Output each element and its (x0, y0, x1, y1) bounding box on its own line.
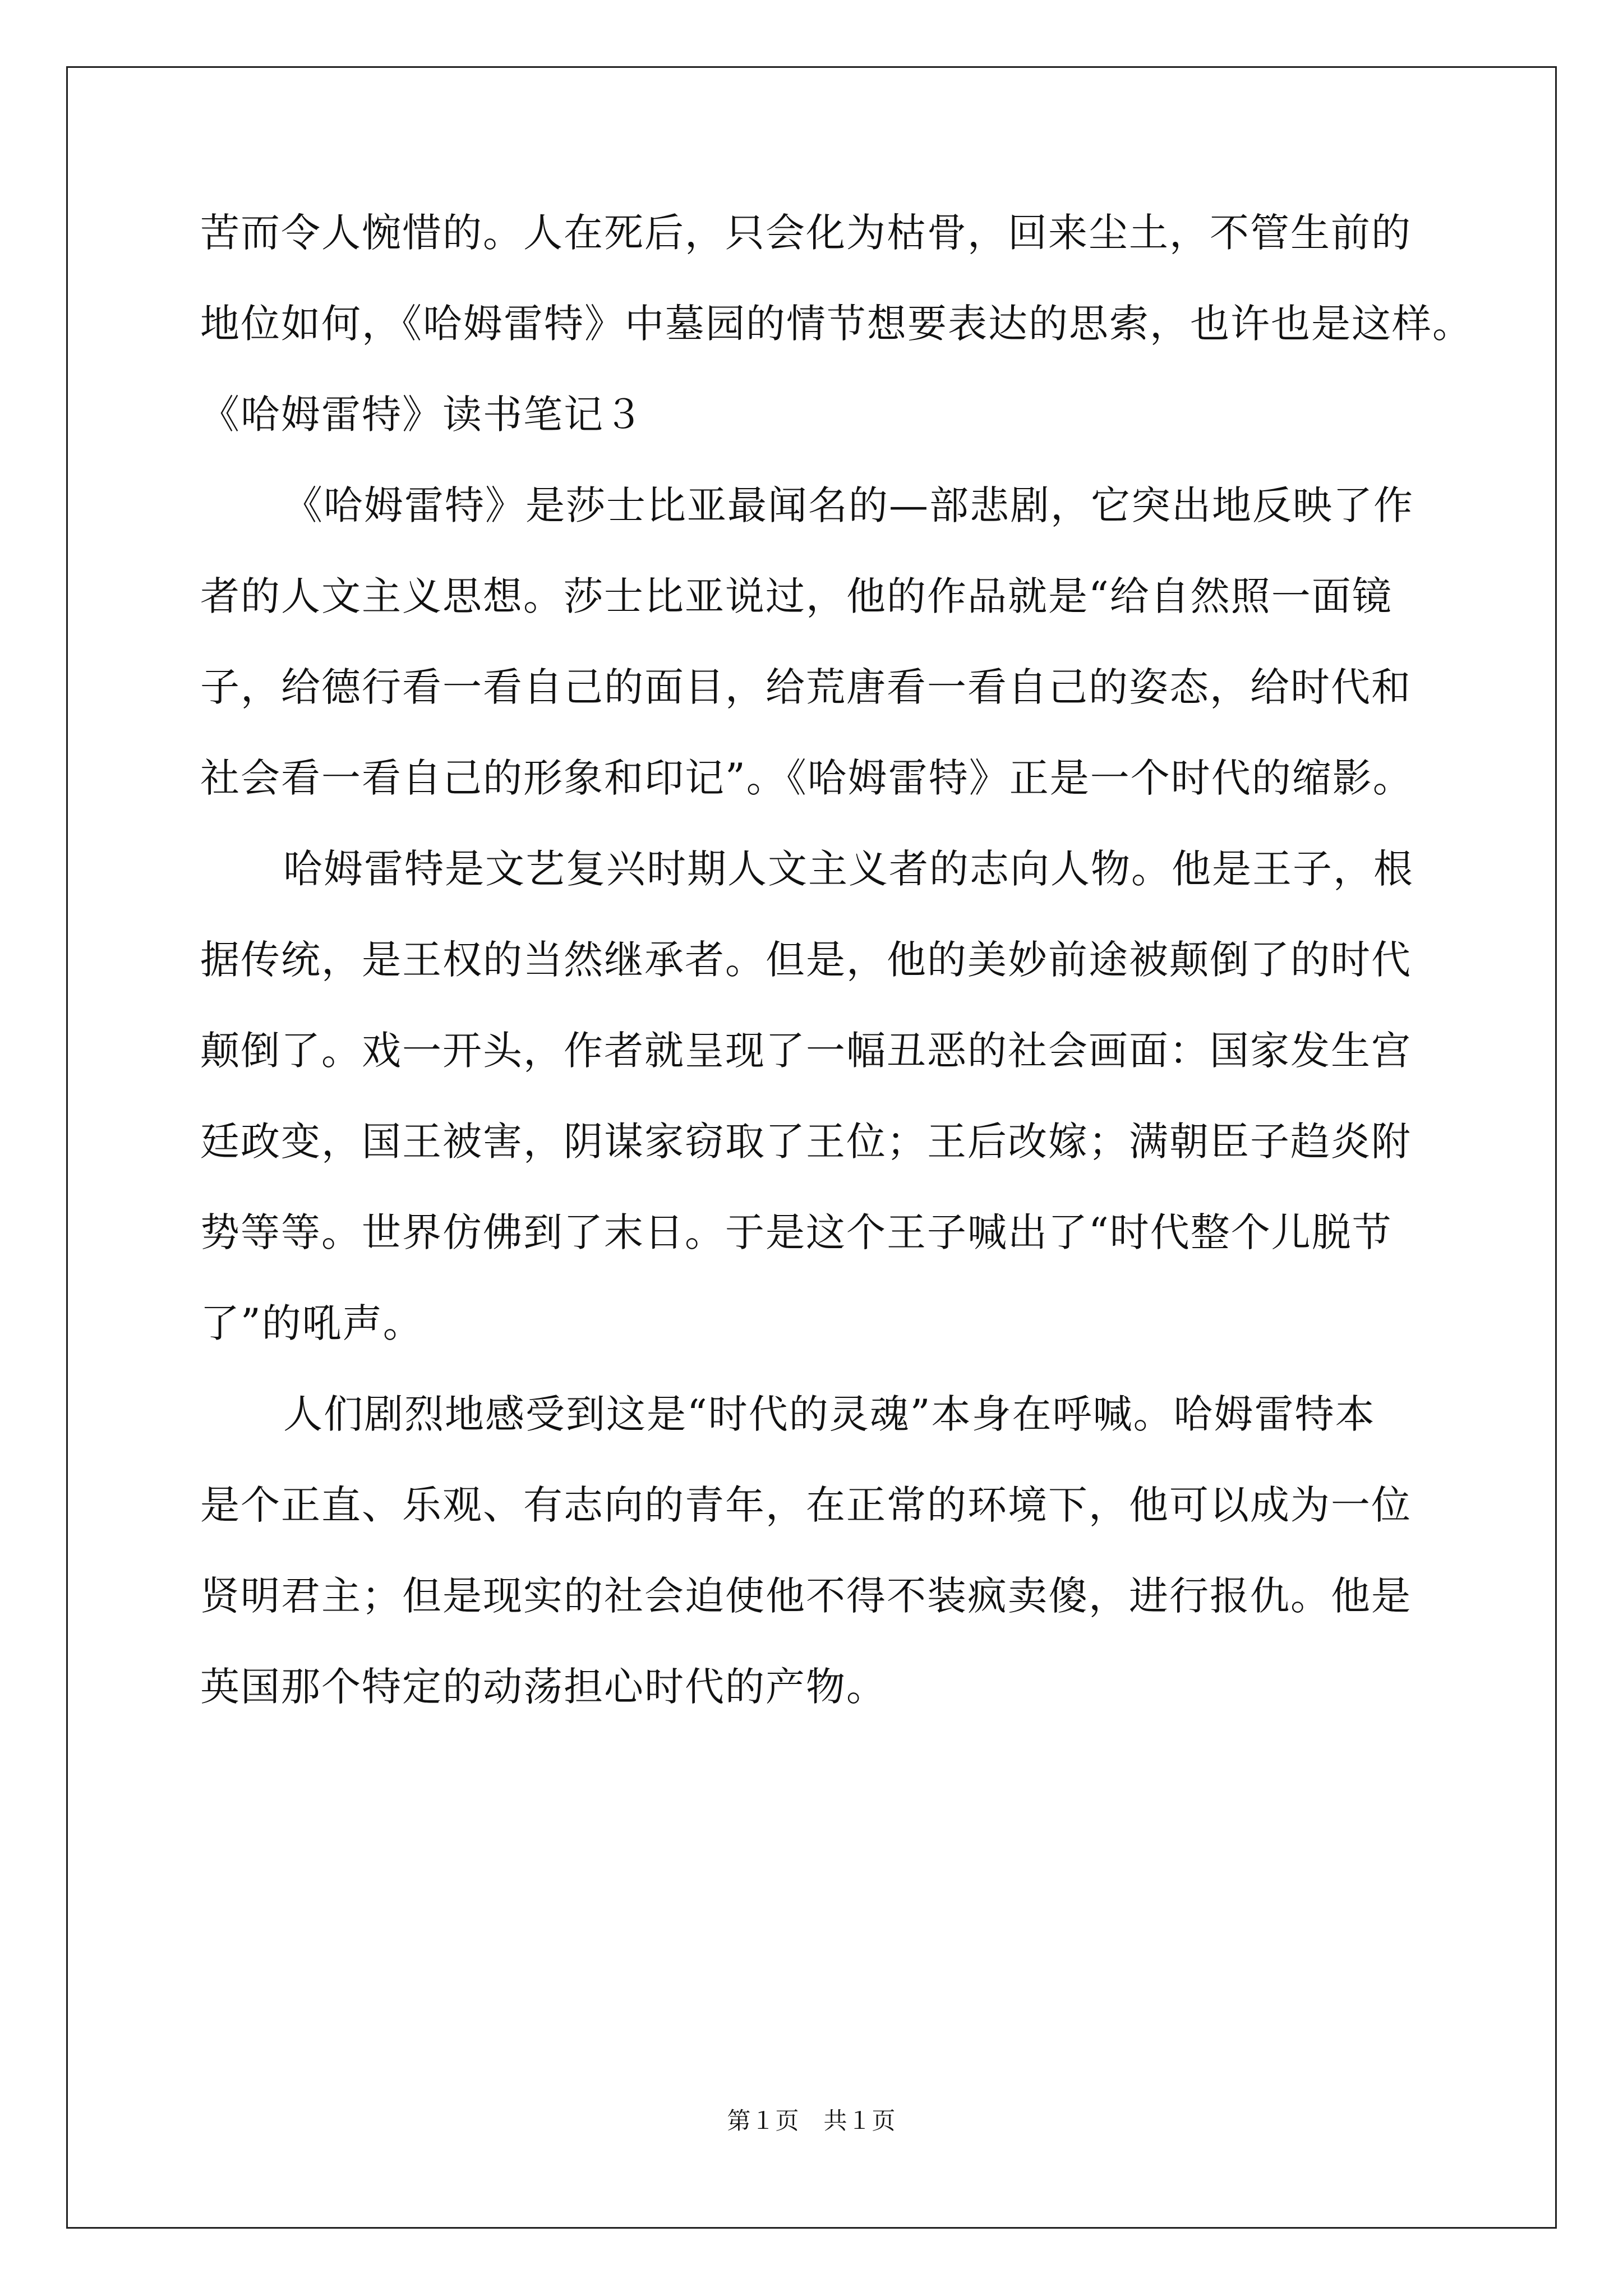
text-line: 子，给德行看一看自己的面目，给荒唐看一看自己的姿态，给时代和 (200, 664, 1412, 710)
section-heading: 《哈姆雷特》读书笔记３ (200, 392, 644, 438)
text-line: 者的人文主义思想。莎士比亚说过，他的作品就是“给自然照一面镜 (200, 573, 1393, 619)
text-line: 是个正直、乐观、有志向的青年，在正常的环境下，他可以成为一位 (200, 1482, 1412, 1528)
paragraph-first-line: 《哈姆雷特》是莎士比亚最闻名的—部悲剧，它突出地反映了作 (283, 482, 1414, 528)
text-line: 廷政变，国王被害，阴谋家窃取了王位；王后改嫁；满朝臣子趋炎附 (200, 1119, 1412, 1165)
text-line: 苦而令人惋惜的。人在死后，只会化为枯骨，回来尘土，不管生前的 (200, 210, 1412, 256)
text-line: 地位如何，《哈姆雷特》中墓园的情节想要表达的思索，也许也是这样。 (200, 301, 1473, 347)
text-line: 颠倒了。戏一开头，作者就呈现了一幅丑恶的社会画面：国家发生宫 (200, 1028, 1412, 1074)
text-line: 势等等。世界仿佛到了末日。于是这个王子喊出了“时代整个儿脱节 (200, 1209, 1393, 1255)
text-line: 了”的吼声。 (200, 1300, 423, 1346)
page-footer: 第１页 共１页 (727, 2107, 896, 2134)
text-line: 贤明君主；但是现实的社会迫使他不得不装疯卖傻，进行报仇。他是 (200, 1573, 1412, 1619)
text-line: 社会看一看自己的形象和印记”。《哈姆雷特》正是一个时代的缩影。 (200, 755, 1413, 801)
paragraph-first-line: 人们剧烈地感受到这是“时代的灵魂”本身在呼喊。哈姆雷特本 (283, 1391, 1376, 1437)
paragraph-first-line: 哈姆雷特是文艺复兴时期人文主义者的志向人物。他是王子，根 (283, 846, 1414, 892)
text-line: 据传统，是王权的当然继承者。但是，他的美妙前途被颠倒了的时代 (200, 937, 1412, 983)
text-line: 英国那个特定的动荡担心时代的产物。 (200, 1664, 887, 1710)
